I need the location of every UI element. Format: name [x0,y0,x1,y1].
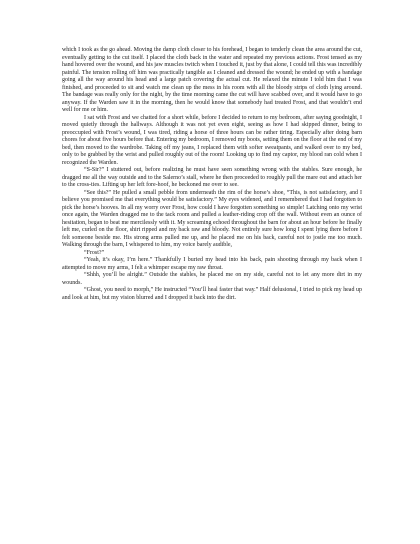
paragraph: “S-Sir?” I stuttered out, before realizing he must have seen something wrong with the stables. Sure enough, he dragged me all the way outside and to the Salerno’s stall, where he then proceeded to roughly pull the mare out and attach her to the cross-ties. Lifting up her left fore-hoof, he beckoned me over to see. [62,167,362,188]
paragraph: “Ghost, you need to morph,” He instructed “You’ll heal faster that way.” Half delusional, I tried to pick my head up and look at him, but my vision blurred and I dropped it back into the dirt. [62,287,362,301]
paragraph: “See this?” He pulled a small pebble from underneath the rim of the horse’s shoe, “This, is not satisfactory, and I believe you promised me that everything would be satisfactory.” My eyes widened, and I remembered that I had forgotten to pick the horse’s hooves. In all my worry over Frost, how could I have forgotten something so simple! Latching onto my wrist once again, the Warden dragged me to the tack room and pulled a leather-riding crop off the wall. Without even an ounce of hesitation, began to beat me mercilessly with it. My screaming echoed throughout the barn for about an hour before he finally left me, curled on the floor, shirt ripped and my back raw and bloody. Not entirely sure how long I spent lying there before I felt someone beside me. His strong arms pulled me up, and he placed me on his back, careful not to jostle me too much. Walking through the barn, I whispered to him, my voice barely audible, [62,189,362,248]
body-text [62,47,362,302]
paragraph: “Frost?” [84,249,105,256]
paragraph: “Yeah, it’s okay, I’m here.” Thankfully I buried my head into his back, pain shooting through my back when I attempted to move my arms, I felt a whimper escape my raw throat. [62,257,362,271]
paragraph: which I took as the go ahead. Moving the damp cloth closer to his forehead, I began to tenderly clean the area around the cut, eventually getting to the cut itself. I placed the cloth back in the water and repeated my previous actions. Frost tensed as my hand hovered over the wound, and his jaw muscles twitch when I touched it, just by that alone, I could tell this was incredibly painful. The tension rolling off him was practically tangible as I cleaned and dressed the wound; he ended up with a bandage going all the way around his head and a large patch covering the actual cut. He relaxed the minute I told him that I was finished, and proceeded to sit and watch me clean up the mess in his room with all the bloody strips of cloth lying around. The bandage was really only for the night, by the time morning came the cut will have scabbed over, and it would have to go anyway. If the Warden saw it in the morning, then he would know that somebody had treated Frost, and that wouldn’t end well for me or him. [62,47,362,113]
paragraph: “Shhh, you’ll be alright.” Outside the stables, he placed me on my side, careful not to let any more dirt in my wounds. [62,272,362,286]
paragraph: I sat with Frost and we chatted for a short while, before I decided to return to my bedroom, after saying goodnight, I moved quietly through the hallways. Although it was not yet even eight, seeing as how I had skipped dinner, being to preoccupied with Frost’s wound, I was tired, riding a horse of three hours can be rather tiring. Especially after doing barn chores for about five hours before that. Entering my bedroom, I removed my boots, setting them on the floor at the end of my bed, then moved to the wardrobe. Taking off my jeans, I replaced them with softer sweatpants, and walked over to my bed, only to be grabbed by the wrist and pulled roughly out of the room! Looking up to find my captor, my blood ran cold when I recognized the Warden. [62,114,362,166]
